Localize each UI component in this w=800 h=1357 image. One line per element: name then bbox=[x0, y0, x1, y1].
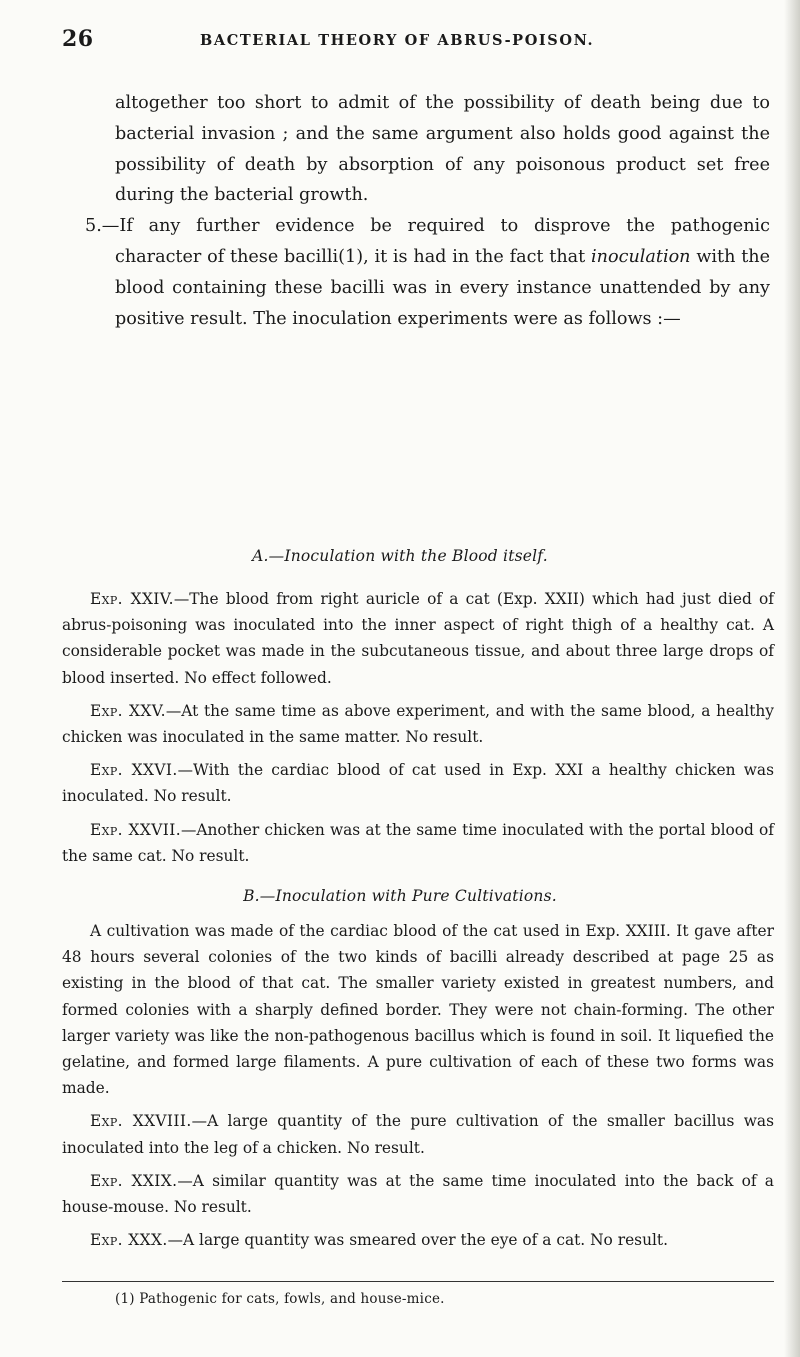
experiment-label: Exp. XXIV. bbox=[90, 590, 174, 608]
page-header bbox=[62, 26, 762, 56]
emphasis-inoculation: inoculation bbox=[591, 246, 691, 267]
experiment-label: Exp. XXIX. bbox=[90, 1171, 178, 1190]
experiment-text: —At the same time as above experiment, and with the same blood, a healthy chicken was inoculated in the same matter. No result. bbox=[62, 701, 774, 747]
main-text bbox=[85, 88, 771, 334]
experiment-entry bbox=[62, 1168, 774, 1220]
experiment-text: —A similar quantity was at the same time inoculated into the back of a house-mouse. No result. bbox=[62, 1171, 774, 1217]
experiment-label: Exp. XXVII. bbox=[90, 820, 181, 839]
experiment-entry bbox=[62, 1108, 774, 1160]
footnote: (1) Pathogenic for cats, fowls, and house-mice. bbox=[115, 1291, 445, 1307]
paragraph-point-5-start: 5.—If any further evidence be required to disprove the pathogenic character of these bacilli(1), it is had in the fact that bbox=[85, 216, 770, 267]
experiment-entry bbox=[62, 817, 774, 869]
section-heading-b: B.—Inoculation with Pure Cultivations. bbox=[243, 887, 557, 905]
experiment-label: Exp. XXX. bbox=[90, 1231, 168, 1250]
paragraph-point-5 bbox=[85, 211, 771, 334]
experiment-label: Exp. XXVI. bbox=[90, 761, 178, 780]
section-heading-a: A.—Inoculation with the Blood itself. bbox=[252, 547, 548, 565]
footnote-rule bbox=[62, 1281, 774, 1282]
experiment-text: —The blood from right auricle of a cat (Exp. XXII) which had just died of abrus-poisoning was inoculated into the inner aspect of right thigh of a healthy cat. A considerable pocket was made in the subcutaneous tissue, and about three large drops of blood inserted. No effect followed. bbox=[62, 590, 774, 687]
cultivation-paragraph: A cultivation was made of the cardiac blood of the cat used in Exp. XXIII. It gave after 48 hours several colonies of the two kinds of bacilli already described at page 25 as existing in the blood of that cat. The smaller variety existed in greatest numbers, and formed colonies with a sharply defined border. They were not chain-forming. The other larger variety was like the non-pathogenous bacillus which is found in soil. It liquefied the gelatine, and formed large filaments. A pure cultivation of each of these two forms was made. bbox=[62, 922, 774, 1098]
experiment-entry bbox=[62, 586, 774, 691]
experiment-text: —A large quantity was smeared over the eye of a cat. No result. bbox=[167, 1231, 668, 1250]
running-head: BACTERIAL THEORY OF ABRUS-POISON. bbox=[200, 32, 595, 49]
experiment-label: Exp. XXVIII. bbox=[90, 1112, 192, 1131]
experiments-a bbox=[62, 586, 774, 876]
page-edge-shadow bbox=[784, 0, 800, 1357]
paragraph-point-5-end: with the blood containing these bacilli was in every instance unattended by any positive result. The inoculation experiments were as follows :— bbox=[115, 246, 771, 329]
paragraph-continued: altogether too short to admit of the possibility of death being due to bacterial invasion ; and the same argument also holds good against the possibility of death by absorption of any poisonous product set free during the bacterial growth. bbox=[115, 93, 770, 206]
experiment-entry bbox=[62, 698, 774, 750]
experiment-label: Exp. XXV. bbox=[90, 701, 166, 720]
experiment-text: —Another chicken was at the same time inoculated with the portal blood of the same cat. No result. bbox=[62, 820, 774, 865]
experiment-entry bbox=[62, 1227, 774, 1253]
experiment-entry bbox=[62, 757, 774, 809]
page-number: 26 bbox=[62, 26, 94, 52]
experiment-text: —With the cardiac blood of cat used in Exp. XXI a healthy chicken was inoculated. No result. bbox=[62, 761, 774, 806]
experiment-text: —A large quantity of the pure cultivation of the smaller bacillus was inoculated into the leg of a chicken. No result. bbox=[62, 1112, 774, 1157]
experiments-b bbox=[62, 918, 774, 1260]
